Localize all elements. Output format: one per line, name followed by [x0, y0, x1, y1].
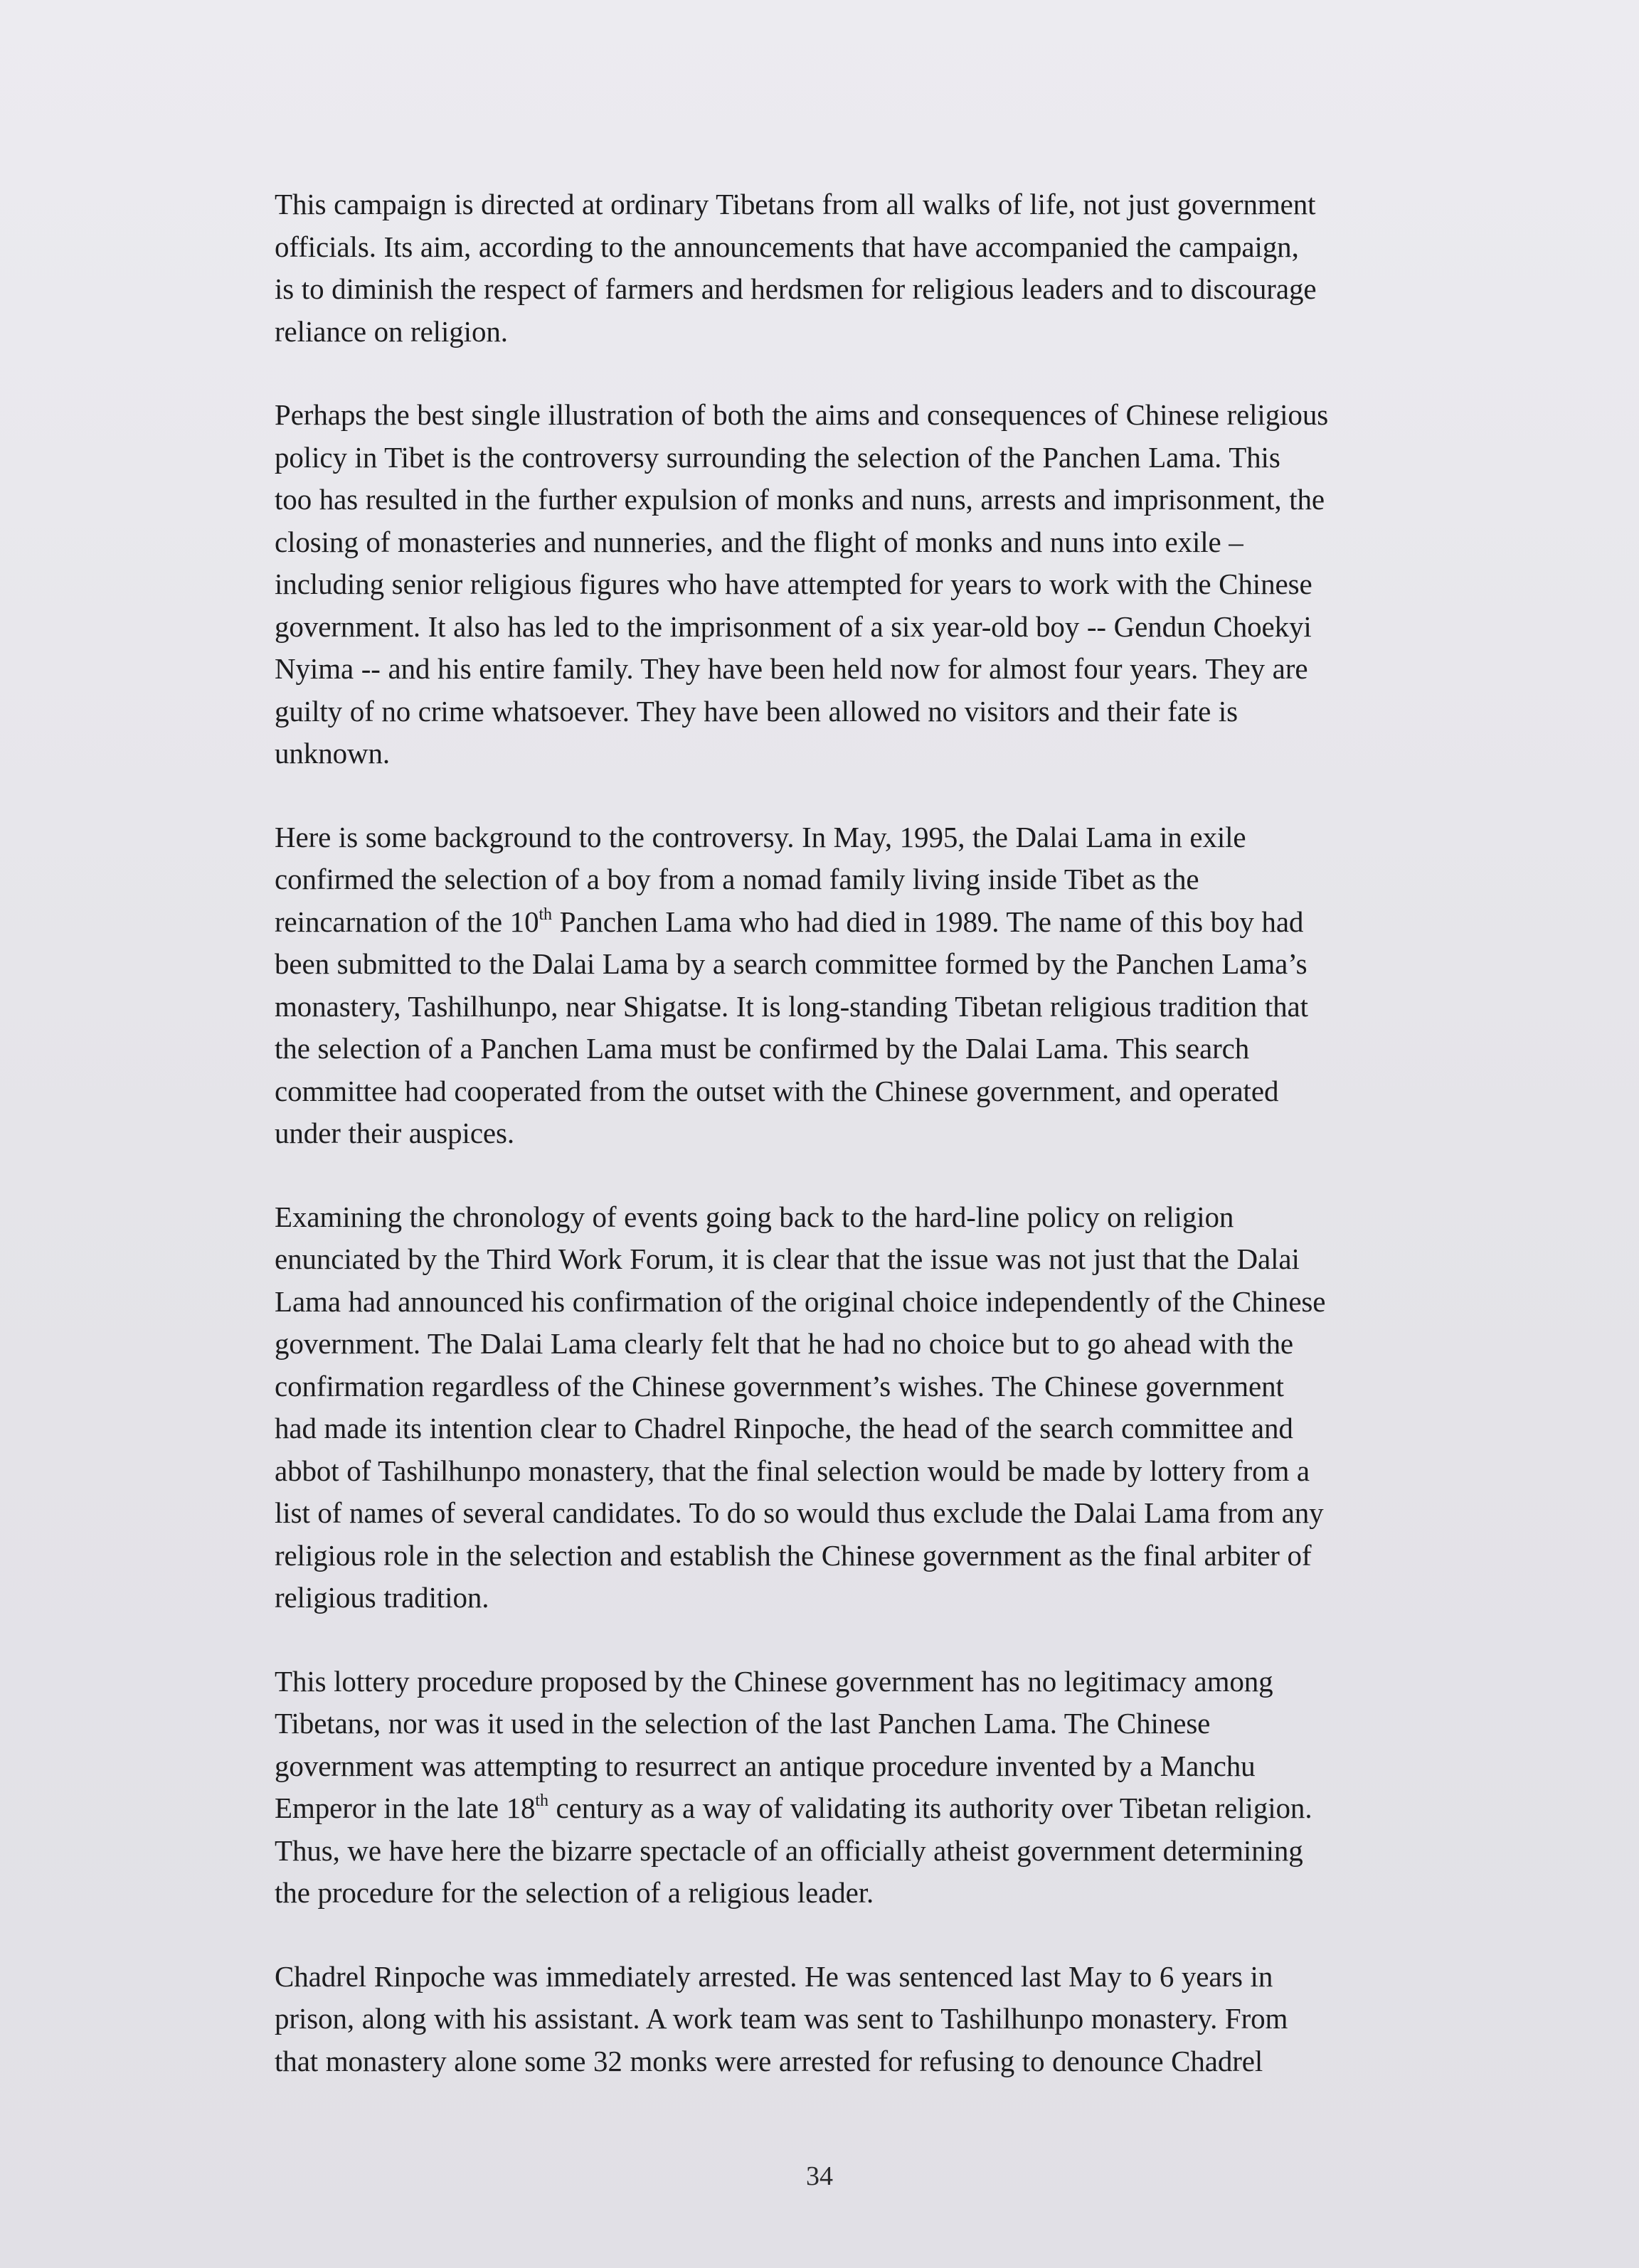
text-line: too has resulted in the further expulsion of monks and nuns, arrests and imprisonment, the [275, 483, 1325, 516]
text-line: reliance on religion. [275, 314, 508, 348]
text-line: Here is some background to the controversy. In May, 1995, the Dalai Lama in exile [275, 820, 1246, 853]
text-line: officials. Its aim, according to the announcements that have accompanied the campaign, [275, 230, 1299, 263]
text-line: abbot of Tashilhunpo monastery, that the final selection would be made by lottery from a [275, 1454, 1310, 1487]
paragraph [275, 1956, 1591, 2083]
text-line: been submitted to the Dalai Lama by a search committee formed by the Panchen Lama’s [275, 947, 1308, 980]
text-line: government was attempting to resurrect an antique procedure invented by a Manchu [275, 1749, 1256, 1782]
text-line: the procedure for the selection of a religious leader. [275, 1876, 874, 1909]
paragraph [275, 394, 1591, 775]
text-line: Lama had announced his confirmation of the original choice independently of the Chinese [275, 1284, 1326, 1318]
text-line: This lottery procedure proposed by the Chinese government has no legitimacy among [275, 1664, 1273, 1698]
paragraph [275, 816, 1591, 1155]
text-line: unknown. [275, 737, 391, 770]
paragraph [275, 1661, 1591, 1915]
text-line: including senior religious figures who have attempted for years to work with the Chinese [275, 568, 1312, 600]
text-line: prison, along with his assistant. A work team was sent to Tashilhunpo monastery. From [275, 2002, 1288, 2035]
text-line: Perhaps the best single illustration of both the aims and consequences of Chinese religious [275, 398, 1329, 431]
text-line: is to diminish the respect of farmers and herdsmen for religious leaders and to discourage [275, 272, 1317, 305]
body-text [275, 183, 1591, 2124]
text-line: committee had cooperated from the outset with the Chinese government, and operated [275, 1074, 1279, 1107]
text-line: government. It also has led to the imprisonment of a six year-old boy -- Gendun Choekyi [275, 609, 1312, 643]
text-line: confirmation regardless of the Chinese government’s wishes. The Chinese government [275, 1369, 1284, 1402]
text-line: had made its intention clear to Chadrel Rinpoche, the head of the search committee and [275, 1412, 1293, 1444]
text-line: Tibetans, nor was it used in the selection of the last Panchen Lama. The Chinese [275, 1707, 1211, 1740]
text-line: religious tradition. [275, 1581, 489, 1614]
text-line: enunciated by the Third Work Forum, it is clear that the issue was not just that the Dalai [275, 1242, 1300, 1275]
text-line: Thus, we have here the bizarre spectacle of an officially atheist government determining [275, 1833, 1303, 1867]
text-line: religious role in the selection and establish the Chinese government as the final arbiter of [275, 1538, 1312, 1572]
text-line: under their auspices. [275, 1117, 515, 1149]
text-line: list of names of several candidates. To do so would thus exclude the Dalai Lama from any [275, 1496, 1324, 1529]
text-line: reincarnation of the 10th Panchen Lama who had died in 1989. The name of this boy had [275, 905, 1304, 938]
paragraph [275, 183, 1591, 353]
text-line: closing of monasteries and nunneries, and the flight of monks and nuns into exile – [275, 525, 1243, 558]
text-line: government. The Dalai Lama clearly felt that he had no choice but to go ahead with the [275, 1327, 1293, 1360]
text-line: policy in Tibet is the controversy surrounding the selection of the Panchen Lama. This [275, 440, 1280, 474]
text-line: monastery, Tashilhunpo, near Shigatse. It is long-standing Tibetan religious tradition that [275, 989, 1308, 1023]
paragraph [275, 1196, 1591, 1619]
page-number: 34 [806, 2161, 833, 2191]
text-line: guilty of no crime whatsoever. They have been allowed no visitors and their fate is [275, 694, 1238, 728]
text-line: Chadrel Rinpoche was immediately arrested. He was sentenced last May to 6 years in [275, 1959, 1273, 1993]
text-line: This campaign is directed at ordinary Tibetans from all walks of life, not just government [275, 188, 1316, 220]
text-line: confirmed the selection of a boy from a nomad family living inside Tibet as the [275, 863, 1199, 895]
text-line: Examining the chronology of events going back to the hard-line policy on religion [275, 1200, 1234, 1233]
text-line: the selection of a Panchen Lama must be confirmed by the Dalai Lama. This search [275, 1032, 1250, 1065]
text-line: that monastery alone some 32 monks were arrested for refusing to denounce Chadrel [275, 2044, 1263, 2077]
text-line: Nyima -- and his entire family. They have been held now for almost four years. They are [275, 652, 1308, 685]
text-line: Emperor in the late 18th century as a way of validating its authority over Tibetan religion. [275, 1791, 1312, 1824]
